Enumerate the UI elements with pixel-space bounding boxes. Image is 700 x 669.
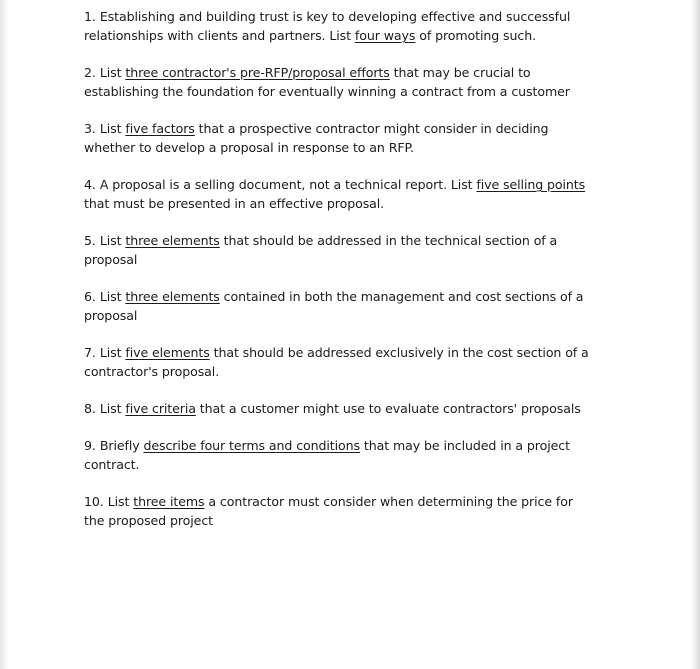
question-2 [84,63,590,101]
question-text: List [99,65,126,80]
question-number: 4. [84,177,96,192]
question-10 [84,492,590,530]
question-number: 2. [84,65,96,80]
question-emphasis: three contractor's pre-RFP/proposal efforts [125,65,390,80]
question-number: 1. [84,9,96,24]
question-emphasis: five factors [125,121,195,136]
question-text-end: that must be presented in an effective proposal. [84,196,385,211]
question-text: List [99,345,126,360]
question-text: List [99,121,126,136]
question-text-end: that should be addressed in the technical section of a proposal [84,233,558,267]
question-7 [84,343,590,381]
question-6 [84,287,590,325]
question-emphasis: three elements [125,289,220,304]
question-1 [84,7,590,45]
question-emphasis: describe four terms and conditions [143,438,360,453]
question-text: List [99,289,126,304]
question-text-end: contained in both the management and cost sections of a proposal [84,289,584,323]
question-3 [84,119,590,157]
question-emphasis: five elements [125,345,210,360]
page-left-edge [0,0,9,669]
question-4 [84,175,590,213]
question-emphasis: five criteria [125,401,196,416]
question-text: Establishing and building trust is key to developing effective and successful relationships with clients and partners. List [84,9,571,43]
question-text: A proposal is a selling document, not a technical report. List [99,177,477,192]
question-list [84,7,590,548]
question-number: 7. [84,345,96,360]
question-text-end: of promoting such. [415,28,537,43]
question-text-end: a contractor must consider when determining the price for the proposed project [84,494,573,528]
question-number: 6. [84,289,96,304]
question-text: List [107,494,134,509]
question-text: List [99,401,126,416]
question-number: 3. [84,121,96,136]
page-right-edge [690,0,700,669]
question-5 [84,231,590,269]
question-emphasis: five selling points [476,177,586,192]
question-number: 10. [84,494,104,509]
question-text-end: that may be crucial to establishing the foundation for eventually winning a contract from a customer [84,65,570,99]
question-text-end: that a prospective contractor might consider in deciding whether to develop a proposal in response to an RFP. [84,121,549,155]
question-number: 9. [84,438,96,453]
question-emphasis: four ways [354,28,416,43]
question-text-end: that a customer might use to evaluate contractors' proposals [195,401,581,416]
question-emphasis: three items [133,494,205,509]
question-text-end: that should be addressed exclusively in the cost section of a contractor's proposal. [84,345,589,379]
question-number: 8. [84,401,96,416]
question-number: 5. [84,233,96,248]
question-text: Briefly [99,438,144,453]
question-text: List [99,233,126,248]
question-8 [84,399,590,418]
question-9 [84,436,590,474]
question-emphasis: three elements [125,233,220,248]
question-text-end: that may be included in a project contract. [84,438,570,472]
